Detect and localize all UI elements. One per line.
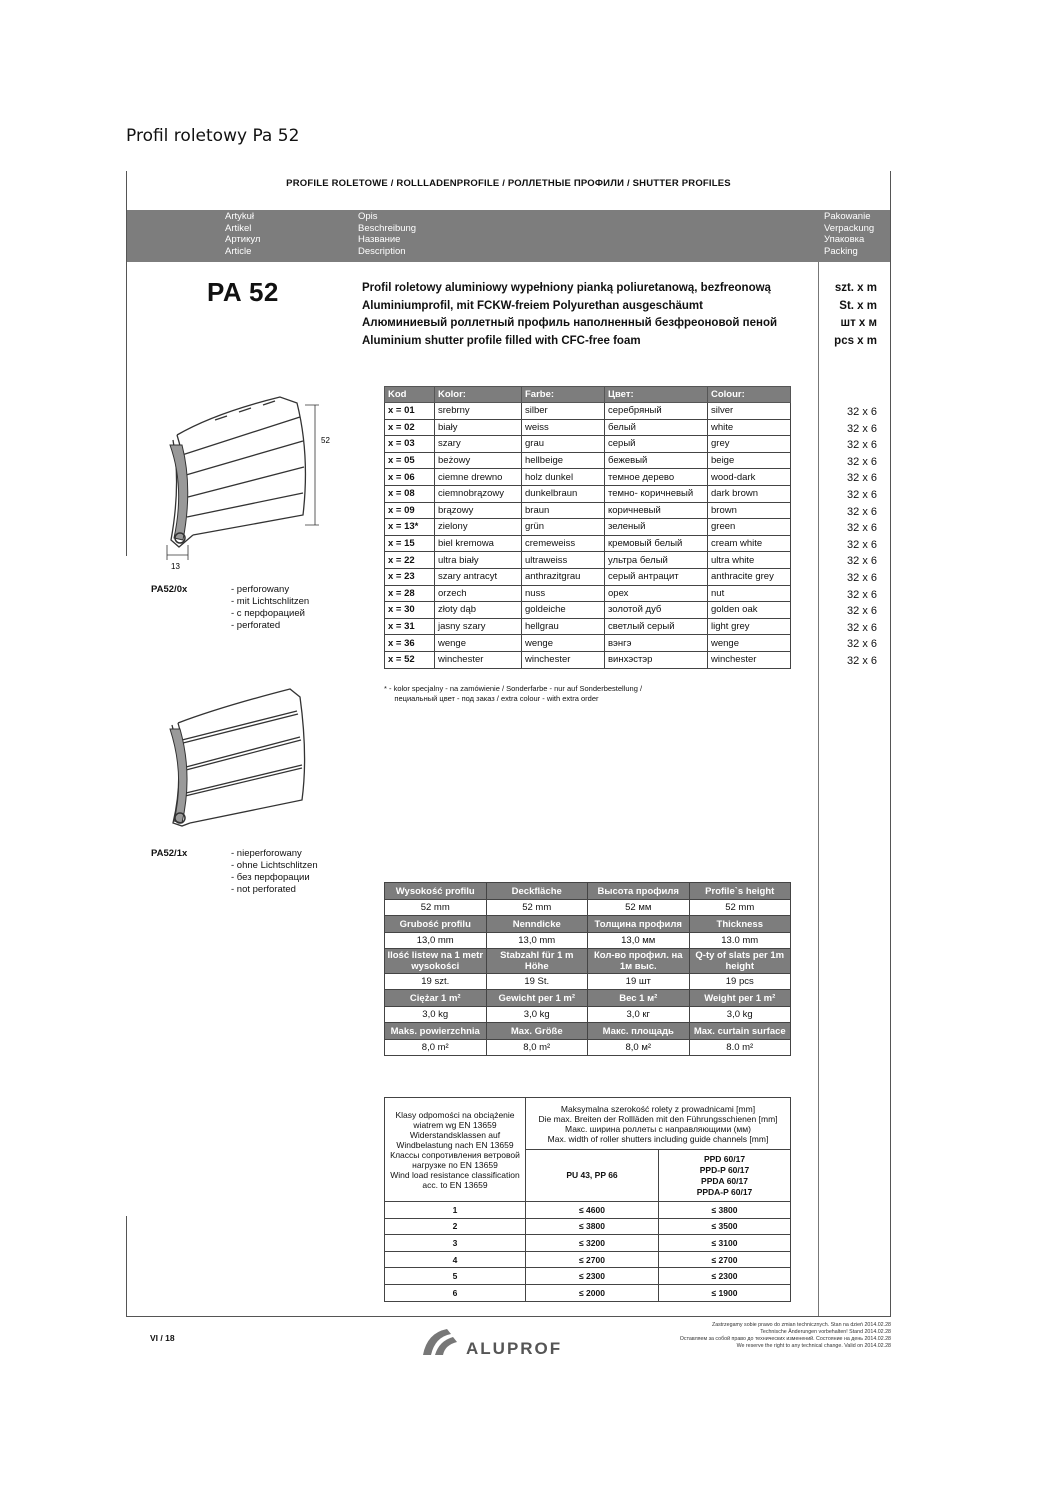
specs-label: Q-ty of slats per 1m height — [689, 949, 791, 974]
description-ru: Алюминиевый роллетный профиль наполненный безфреоновой пеной — [362, 317, 778, 329]
variant-item: - nieperforowany — [231, 848, 302, 859]
specs-value: 3,0 kg — [385, 1007, 487, 1023]
section-banner: PROFILE ROLETOWE / ROLLLADENPROFILE / РОЛЛЕТНЫЕ ПРОФИЛИ / SHUTTER PROFILES — [286, 178, 731, 189]
wind-class-header-pl: Klasy odpomości na obciążenie wiatrem wg EN 13659 — [395, 1109, 515, 1130]
colors-table-cell: jasny szary — [435, 618, 522, 635]
packing-value: 32 x 6 — [847, 472, 877, 485]
variant-code-perforated: PA52/0x — [151, 584, 188, 595]
colors-table-cell: goldeiche — [522, 602, 605, 619]
wind-col-guide-1: PU 43, PP 66 — [526, 1150, 659, 1202]
packing-value: 32 x 6 — [847, 588, 877, 601]
variant-item: - mit Lichtschlitzen — [231, 596, 310, 607]
wind-table-row — [385, 1251, 791, 1268]
pack-unit-de: St. x m — [839, 299, 877, 312]
colors-table-cell: grey — [708, 436, 791, 453]
colors-table-cell: ultra white — [708, 552, 791, 569]
colors-table-cell: biały — [435, 419, 522, 436]
colors-table-cell: wood-dark — [708, 469, 791, 486]
specs-value: 3,0 kg — [689, 1007, 791, 1023]
colors-table-row — [385, 602, 791, 619]
colors-table-cell: x = 30 — [385, 602, 435, 619]
colors-table-row — [385, 552, 791, 569]
wind-table-cell: 5 — [385, 1268, 526, 1285]
wind-class-header-ru: Классы сопротивления ветровой нагрузке по EN 13659 — [390, 1149, 520, 1170]
colors-table-cell: beige — [708, 452, 791, 469]
colors-table-cell: x = 22 — [385, 552, 435, 569]
specs-value: 52 мм — [588, 900, 690, 916]
packing-value: 32 x 6 — [847, 538, 877, 551]
specs-label: Profile`s height — [689, 883, 791, 900]
specs-label: Grubość profilu — [385, 916, 487, 933]
header-article-de: Artikel — [225, 222, 252, 234]
colors-table-cell: grau — [522, 436, 605, 453]
packing-value: 32 x 6 — [847, 455, 877, 468]
specs-label: Max. curtain surface — [689, 1023, 791, 1040]
specs-label: Thickness — [689, 916, 791, 933]
wind-table-cell: 3 — [385, 1235, 526, 1252]
specs-value: 8,0 m² — [486, 1040, 588, 1056]
specs-value-row — [385, 900, 791, 916]
colors-table-cell: x = 05 — [385, 452, 435, 469]
packing-value: 32 x 6 — [847, 439, 877, 452]
colors-table-cell: beżowy — [435, 452, 522, 469]
description-en: Aluminium shutter profile filled with CFC-free foam — [362, 334, 641, 347]
wind-max-header-pl: Maksymalna szerokość rolety z prowadnicami [mm] — [560, 1103, 756, 1114]
variant-item: - perforowany — [231, 584, 290, 595]
colors-table-cell: серый антрацит — [605, 568, 708, 585]
header-description — [358, 211, 416, 257]
wind-class-header-en: Wind load resistance classification acc. to EN 13659 — [390, 1169, 520, 1190]
pack-unit-en: pcs x m — [834, 334, 877, 347]
colors-table-cell: кремовый белый — [605, 535, 708, 552]
colors-table-cell: темно- коричневый — [605, 485, 708, 502]
colors-table-cell: orzech — [435, 585, 522, 602]
wind-table-cell: 6 — [385, 1284, 526, 1301]
colors-table-cell: anthracite grey — [708, 568, 791, 585]
colors-table-row — [385, 502, 791, 519]
footnote-line: * - kolor specjalny - na zamówienie / Sonderfarbe - nur auf Sonderbestellung / — [384, 684, 643, 693]
colors-table-cell: winchester — [708, 651, 791, 668]
specs-value: 3,0 kg — [486, 1007, 588, 1023]
variant-item: - с перфорацией — [231, 608, 305, 619]
colors-table-cell: темное дерево — [605, 469, 708, 486]
colors-table — [384, 386, 791, 669]
wind-table-cell: ≤ 3100 — [659, 1235, 791, 1252]
specs-label: Max. Größe — [486, 1023, 588, 1040]
variant-item: - perforated — [231, 620, 281, 631]
colors-table-cell: anthrazitgrau — [522, 568, 605, 585]
wind-table-cell: ≤ 3500 — [659, 1218, 791, 1235]
colors-table-cell: x = 06 — [385, 469, 435, 486]
header-bar — [127, 210, 890, 262]
header-description-pl: Opis — [358, 211, 378, 222]
product-description — [362, 280, 777, 350]
logo-text: ALUPROF — [466, 1339, 563, 1358]
packing-value: 32 x 6 — [847, 422, 877, 435]
profile-drawing-nonperforated — [160, 685, 310, 830]
wind-table-cell: ≤ 1900 — [659, 1284, 791, 1301]
header-packing-pl: Pakowanie — [824, 211, 871, 222]
colors-table-row — [385, 436, 791, 453]
specs-label: Maks. powierzchnia — [385, 1023, 487, 1040]
dimension-width-label: 13 — [171, 562, 180, 570]
specs-label: Deckfläche — [486, 883, 588, 900]
colors-table-cell: nut — [708, 585, 791, 602]
colors-table-cell: x = 36 — [385, 635, 435, 652]
disclaimer-ru: Оставляем за собой право до технических изменений. Состояние на день 2014.02.28 — [679, 1336, 891, 1342]
colors-table-row — [385, 535, 791, 552]
colors-table-row — [385, 635, 791, 652]
wind-resistance-table — [384, 1097, 791, 1302]
colors-table-cell: winchester — [522, 651, 605, 668]
header-packing-en: Packing — [824, 245, 858, 257]
wind-table-cell: ≤ 4600 — [526, 1202, 659, 1219]
packing-column-divider — [818, 262, 819, 1316]
wind-table-cell: 4 — [385, 1251, 526, 1268]
packing-value: 32 x 6 — [847, 555, 877, 568]
footnote-line: пециальный цвет - под заказ / extra colour - with extra order — [384, 694, 599, 703]
colors-header-code: Kod — [385, 387, 435, 403]
colors-table-cell: wenge — [708, 635, 791, 652]
specs-value: 52 mm — [385, 900, 487, 916]
packing-value: 32 x 6 — [847, 621, 877, 634]
colors-table-cell: winchester — [435, 651, 522, 668]
colors-table-cell: brown — [708, 502, 791, 519]
colors-table-cell: srebrny — [435, 403, 522, 420]
colors-table-cell: x = 08 — [385, 485, 435, 502]
colors-table-cell: ciemne drewno — [435, 469, 522, 486]
description-pl: Profil roletowy aluminiowy wypełniony pianką poliuretanową, bezfreonową — [362, 282, 771, 294]
colors-table-cell: золотой дуб — [605, 602, 708, 619]
packing-value: 32 x 6 — [847, 654, 877, 667]
packing-value: 32 x 6 — [847, 488, 877, 501]
colors-table-cell: x = 13* — [385, 519, 435, 536]
specs-label-row — [385, 1023, 791, 1040]
wind-table-row — [385, 1218, 791, 1235]
colors-packing-list — [825, 404, 877, 670]
colors-table-cell: szary antracyt — [435, 568, 522, 585]
colors-table-cell: светлый серый — [605, 618, 708, 635]
colors-table-row — [385, 452, 791, 469]
disclaimer-en: We reserve the right to any technical change. Valid on 2014.02.28 — [736, 1343, 891, 1349]
specs-label-row — [385, 990, 791, 1007]
wind-table-cell: 2 — [385, 1218, 526, 1235]
colors-table-header — [385, 387, 791, 403]
colors-table-cell: cremeweiss — [522, 535, 605, 552]
colors-table-cell: silber — [522, 403, 605, 420]
colors-table-cell: nuss — [522, 585, 605, 602]
wind-guide-item: PPD-P 60/17 — [699, 1164, 750, 1175]
header-article-en: Article — [225, 245, 252, 257]
specs-value-row — [385, 1040, 791, 1056]
colors-table-cell: вэнгэ — [605, 635, 708, 652]
frame-bottom-border — [126, 1316, 891, 1317]
frame-right-border — [890, 171, 891, 1317]
colors-table-cell: hellgrau — [522, 618, 605, 635]
dimension-height-label: 52 — [321, 436, 330, 445]
colors-table-cell: brązowy — [435, 502, 522, 519]
colors-table-cell: ultraweiss — [522, 552, 605, 569]
wind-table-cell: ≤ 2300 — [659, 1268, 791, 1285]
colors-table-cell: dunkelbraun — [522, 485, 605, 502]
colors-table-row — [385, 568, 791, 585]
pack-unit-ru: шт x м — [840, 317, 877, 329]
colors-table-cell: ultra biały — [435, 552, 522, 569]
wind-guide-item: PPDA 60/17 — [701, 1175, 748, 1186]
product-code: PA 52 — [207, 277, 279, 307]
packing-value: 32 x 6 — [847, 638, 877, 651]
colors-table-cell: зеленый — [605, 519, 708, 536]
colors-table-cell: cream white — [708, 535, 791, 552]
specs-value: 19 pcs — [689, 974, 791, 990]
wind-col-guide-2 — [659, 1150, 791, 1202]
specs-label-row — [385, 883, 791, 900]
colors-table-cell: x = 31 — [385, 618, 435, 635]
variant-list-perforated — [231, 584, 309, 632]
specs-value-row — [385, 933, 791, 949]
specs-label: Ciężar 1 m² — [385, 990, 487, 1007]
header-description-ru: Название — [358, 234, 401, 245]
colors-table-cell: green — [708, 519, 791, 536]
variant-list-nonperforated — [231, 848, 318, 896]
colors-table-cell: x = 02 — [385, 419, 435, 436]
pack-units — [825, 280, 877, 350]
specs-label: Ilość listew na 1 metr wysokości — [385, 949, 487, 974]
header-packing-ru: Упаковка — [824, 234, 865, 245]
wind-guide-item: PPD 60/17 — [703, 1153, 746, 1164]
colors-table-cell: ciemnobrązowy — [435, 485, 522, 502]
header-packing-de: Verpackung — [824, 222, 875, 234]
colors-table-cell: weiss — [522, 419, 605, 436]
specs-value-row — [385, 974, 791, 990]
colors-table-cell: x = 09 — [385, 502, 435, 519]
specs-label: Кол-во профил. на 1м выс. — [588, 949, 690, 974]
colors-table-cell: zielony — [435, 519, 522, 536]
wind-table-row — [385, 1284, 791, 1301]
header-article-pl: Artykuł — [225, 211, 255, 222]
disclaimer — [600, 1322, 891, 1350]
colors-header-en: Colour: — [708, 387, 791, 403]
header-description-en: Description — [358, 245, 406, 257]
specs-label: Gewicht per 1 m² — [486, 990, 588, 1007]
colors-table-cell: x = 15 — [385, 535, 435, 552]
wind-table-cell: ≤ 2700 — [659, 1251, 791, 1268]
wind-max-width-header — [526, 1098, 791, 1150]
colors-table-cell: hellbeige — [522, 452, 605, 469]
wind-table-cell: ≤ 2300 — [526, 1268, 659, 1285]
colors-table-cell: x = 28 — [385, 585, 435, 602]
special-color-footnote — [384, 684, 642, 704]
packing-value: 32 x 6 — [847, 505, 877, 518]
wind-table-row — [385, 1235, 791, 1252]
specs-label: Высота профиля — [588, 883, 690, 900]
colors-table-row — [385, 485, 791, 502]
packing-value: 32 x 6 — [847, 571, 877, 584]
colors-table-cell: коричневый — [605, 502, 708, 519]
page-number: VI / 18 — [150, 1333, 175, 1343]
packing-value: 32 x 6 — [847, 522, 877, 535]
header-article — [225, 211, 260, 257]
specs-label-row — [385, 949, 791, 974]
wind-max-header-de: Die max. Breiten der Rollläden mit den Führungsschienen [mm] — [538, 1113, 778, 1124]
specs-label: Nenndicke — [486, 916, 588, 933]
packing-value: 32 x 6 — [847, 605, 877, 618]
wind-table-cell: ≤ 3200 — [526, 1235, 659, 1252]
colors-table-cell: x = 23 — [385, 568, 435, 585]
colors-header-pl: Kolor: — [435, 387, 522, 403]
header-description-de: Beschreibung — [358, 222, 417, 234]
colors-table-cell: орех — [605, 585, 708, 602]
disclaimer-pl: Zastrzegamy sobie prawo do zmian technicznych. Stan na dzień 2014.02.28 — [711, 1322, 891, 1328]
wind-class-header-de: Widerstandsklassen auf Windbelastung nach EN 13659 — [396, 1129, 514, 1150]
colors-table-cell: szary — [435, 436, 522, 453]
specs-value: 52 mm — [486, 900, 588, 916]
specs-label: Wysokość profilu — [385, 883, 487, 900]
aluprof-logo-icon — [419, 1325, 461, 1357]
colors-table-row — [385, 618, 791, 635]
colors-table-cell: серебряный — [605, 403, 708, 420]
variant-item: - ohne Lichtschlitzen — [231, 860, 318, 871]
wind-max-header-ru: Макс. ширина роллеты с направляющими (мм) — [565, 1123, 751, 1134]
colors-table-cell: silver — [708, 403, 791, 420]
variant-code-nonperforated: PA52/1x — [151, 848, 188, 859]
colors-header-de: Farbe: — [522, 387, 605, 403]
wind-table-cell: ≤ 2000 — [526, 1284, 659, 1301]
specs-label: Толщина профиля — [588, 916, 690, 933]
colors-table-cell: x = 52 — [385, 651, 435, 668]
wind-table-cell: ≤ 3800 — [659, 1202, 791, 1219]
colors-table-cell: braun — [522, 502, 605, 519]
specs-value-row — [385, 1007, 791, 1023]
specs-value: 19 шт — [588, 974, 690, 990]
colors-table-cell: wenge — [522, 635, 605, 652]
description-de: Aluminiumprofil, mit FCKW-freiem Polyurethan ausgeschäumt — [362, 299, 703, 312]
wind-table-cell: 1 — [385, 1202, 526, 1219]
specs-value: 8.0 m² — [689, 1040, 791, 1056]
colors-table-row — [385, 585, 791, 602]
colors-table-cell: grün — [522, 519, 605, 536]
colors-table-cell: x = 01 — [385, 403, 435, 420]
wind-table-row — [385, 1202, 791, 1219]
colors-table-cell: golden oak — [708, 602, 791, 619]
colors-table-cell: holz dunkel — [522, 469, 605, 486]
colors-table-row — [385, 651, 791, 668]
document-title: Profil roletowy Pa 52 — [126, 126, 300, 146]
colors-table-cell: złoty dąb — [435, 602, 522, 619]
wind-class-header — [385, 1098, 526, 1202]
colors-table-cell: ультра белый — [605, 552, 708, 569]
specs-label-row — [385, 916, 791, 933]
packing-value: 32 x 6 — [847, 406, 877, 418]
specs-label: Макс. площадь — [588, 1023, 690, 1040]
header-packing — [824, 211, 874, 257]
disclaimer-de: Technische Änderungen vorbehalten! Stand 2014.02.28 — [760, 1329, 891, 1335]
specs-label: Weight per 1 m² — [689, 990, 791, 1007]
colors-table-cell: dark brown — [708, 485, 791, 502]
profile-drawing-perforated — [155, 395, 335, 570]
header-article-ru: Артикул — [225, 234, 261, 245]
colors-table-row — [385, 419, 791, 436]
specs-value: 8,0 m² — [385, 1040, 487, 1056]
specs-value: 13,0 mm — [486, 933, 588, 949]
specs-label: Stabzahl für 1 m Höhe — [486, 949, 588, 974]
specs-value: 13,0 mm — [385, 933, 487, 949]
colors-table-row — [385, 403, 791, 420]
colors-table-cell: x = 03 — [385, 436, 435, 453]
wind-max-header-en: Max. width of roller shutters including guide channels [mm] — [547, 1133, 769, 1144]
variant-item: - без перфорации — [231, 872, 310, 883]
colors-table-cell: biel kremowa — [435, 535, 522, 552]
colors-table-cell: light grey — [708, 618, 791, 635]
specs-value: 13,0 мм — [588, 933, 690, 949]
specs-value: 19 szt. — [385, 974, 487, 990]
specs-value: 19 St. — [486, 974, 588, 990]
colors-table-row — [385, 519, 791, 536]
frame-left-gap — [125, 556, 128, 1216]
colors-table-cell: wenge — [435, 635, 522, 652]
colors-table-cell: белый — [605, 419, 708, 436]
specs-value: 52 mm — [689, 900, 791, 916]
specs-value: 3,0 кг — [588, 1007, 690, 1023]
wind-guide-item: PPDA-P 60/17 — [696, 1186, 753, 1197]
specs-table — [384, 882, 791, 1056]
wind-table-cell: ≤ 2700 — [526, 1251, 659, 1268]
specs-value: 8,0 м² — [588, 1040, 690, 1056]
wind-table-cell: ≤ 3800 — [526, 1218, 659, 1235]
specs-value: 13.0 mm — [689, 933, 791, 949]
pack-unit-pl: szt. x m — [834, 282, 877, 294]
colors-table-cell: бежевый — [605, 452, 708, 469]
colors-table-cell: white — [708, 419, 791, 436]
colors-header-ru: Цвет: — [605, 387, 708, 403]
specs-label: Вес 1 м² — [588, 990, 690, 1007]
colors-table-cell: серый — [605, 436, 708, 453]
colors-table-cell: винхэстэр — [605, 651, 708, 668]
wind-table-row — [385, 1268, 791, 1285]
colors-table-row — [385, 469, 791, 486]
variant-item: - not perforated — [231, 884, 296, 895]
